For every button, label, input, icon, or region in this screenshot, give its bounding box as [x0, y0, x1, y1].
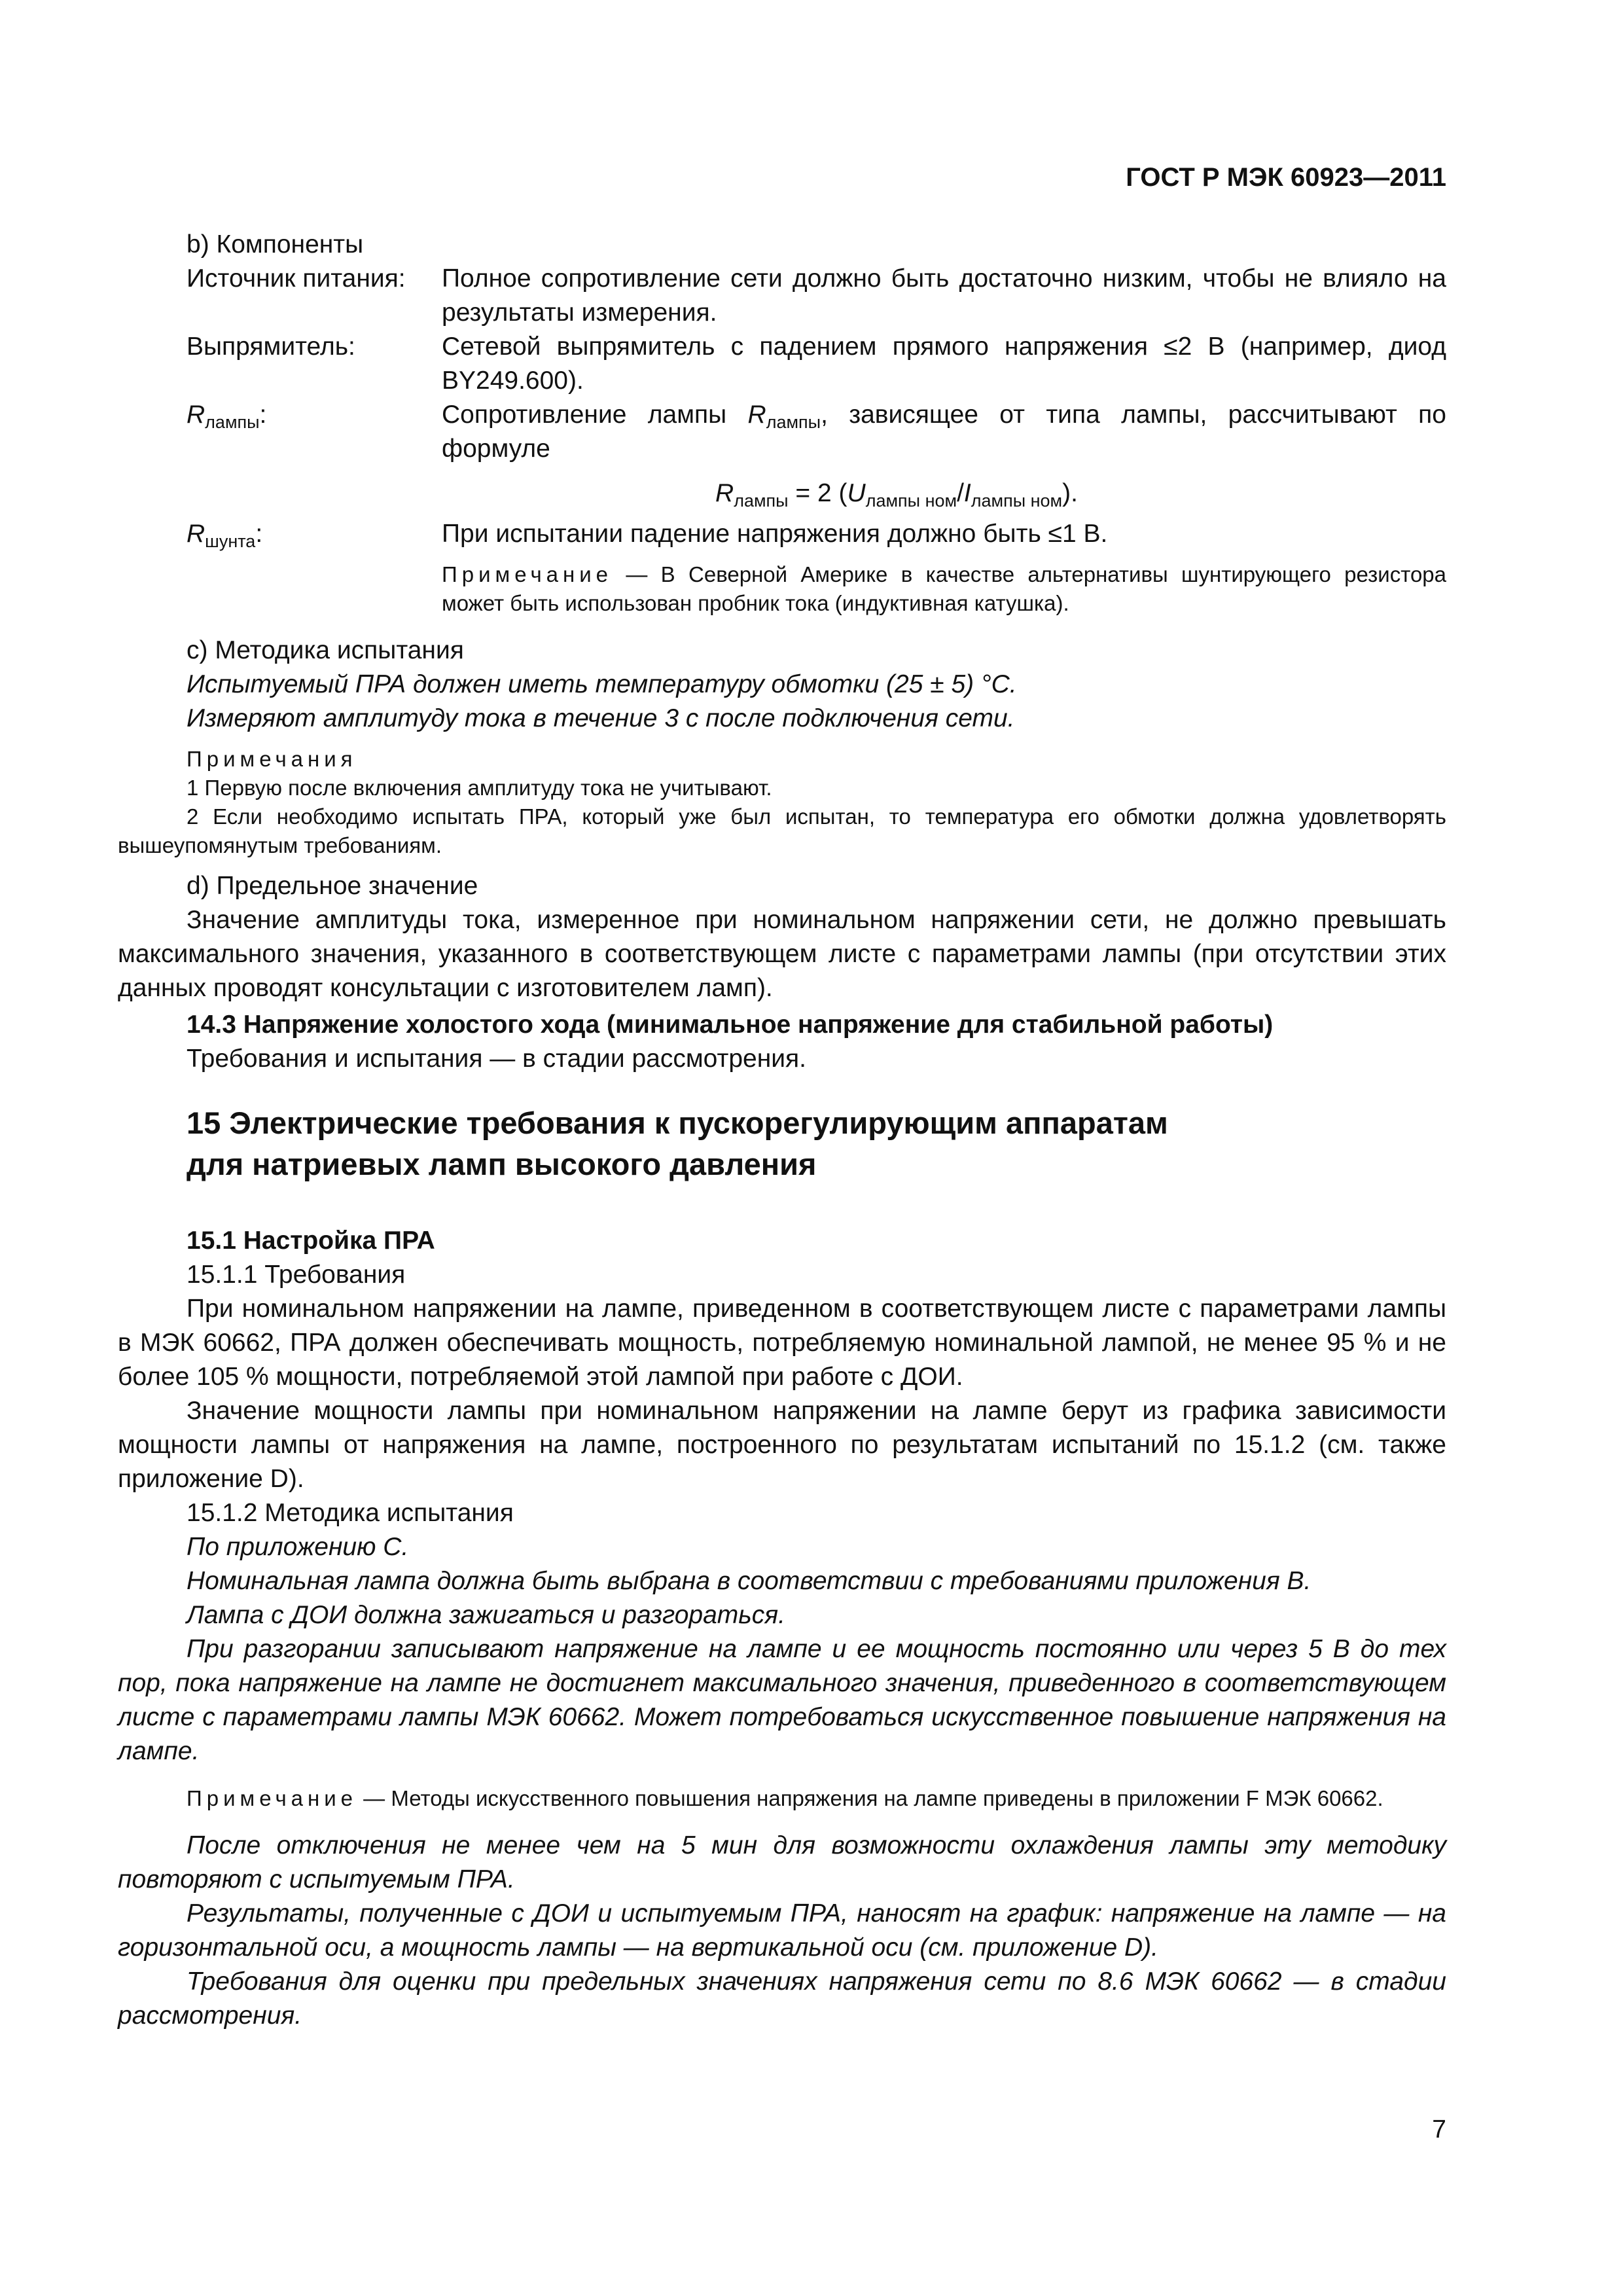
- shunt-label: $R_{шунта}$:: [187, 520, 263, 551]
- page-content: [118, 228, 1446, 2033]
- method-note-2: 2 Если необходимо испытать ПРА, который уже был испытан, то температура его обмотки должна удовлетворять вышеупомянутым требованиям.: [118, 804, 1446, 857]
- section-14-3-text: Требования и испытания — в стадии рассмотрения.: [187, 1045, 807, 1073]
- lamp-resistance-text: Сопротивление лампы $R_{лампы}$, зависящее от типа лампы, рассчитывают по формуле: [442, 401, 1446, 463]
- rectifier-text: Сетевой выпрямитель с падением прямого напряжения ≤2 В (например, диод BY249.600).: [442, 332, 1446, 395]
- section-15-1-1-title: 15.1.1 Требования: [187, 1261, 406, 1289]
- section-15-1-1-paragraph-1: При номинальном напряжении на лампе, приведенном в соответствующем листе с параметрами лампы в МЭК 60662, ПРА должен обеспечивать мощность, потребляемую номинальной лампой, не менее 95 % и не более 105 % мощности, потребляемой этой лампой при работе с ДОИ.: [118, 1295, 1446, 1391]
- lamp-resistance-formula: $R_{лампы} = 2$ $(U_{лампы ном}/I_{лампы ном})$.: [715, 479, 1078, 511]
- section-15-1-1-paragraph-2: Значение мощности лампы при номинальном напряжении на лампе берут из графика зависимости мощности лампы от напряжения на лампе, построенного по результатам испытаний по 15.1.2 (см. также приложение D).: [118, 1397, 1446, 1493]
- components-heading: b) Компоненты: [187, 230, 364, 259]
- section-15-1-2-paragraph-5: После отключения не менее чем на 5 мин для возможности охлаждения лампы эту методику повторяют с испытуемым ПРА.: [118, 1831, 1446, 1893]
- document-page: [118, 0, 1446, 2296]
- limit-text: Значение амплитуды тока, измеренное при номинальном напряжении сети, не должно превышать максимального значения, указанного в соответствующем листе с параметрами лампы (при отсутствии этих данных проводят консультации с изготовителем ламп).: [118, 906, 1446, 1002]
- method-notes-title: Примечания: [187, 747, 357, 771]
- page-number: 7: [1432, 2115, 1446, 2144]
- method-note-1: 1 Первую после включения амплитуду тока не учитывают.: [187, 776, 772, 800]
- section-15-1-2-line-1: По приложению С.: [187, 1533, 409, 1561]
- power-source-row: [118, 262, 1446, 330]
- section-14-3-title: 14.3 Напряжение холостого хода (минимальное напряжение для стабильной работы): [187, 1011, 1274, 1039]
- section-15-title: 15 Электрические требования к пускорегулирующим аппаратам для натриевых ламп высокого давления: [187, 1105, 1168, 1181]
- section-15-1-2-paragraph-7: Требования для оценки при предельных значениях напряжения сети по 8.6 МЭК 60662 — в стадии рассмотрения.: [118, 1967, 1446, 2030]
- power-source-label: Источник питания:: [187, 264, 406, 293]
- section-15-1-2-note: Примечание — Методы искусственного повышения напряжения на лампе приведены в приложении F МЭК 60662.: [187, 1786, 1383, 1810]
- method-line-2: Измеряют амплитуду тока в течение 3 с после подключения сети.: [187, 704, 1015, 732]
- section-15-1-title: 15.1 Настройка ПРА: [187, 1227, 435, 1255]
- rectifier-row: [118, 330, 1446, 398]
- rectifier-label: Выпрямитель:: [187, 332, 355, 361]
- lamp-resistance-label: $R_{лампы}$:: [187, 401, 267, 432]
- shunt-note-row: [118, 560, 1446, 618]
- lamp-resistance-row: [118, 398, 1446, 466]
- power-source-text: Полное сопротивление сети должно быть достаточно низким, чтобы не влияло на результаты измерения.: [442, 264, 1446, 327]
- section-15-1-2-title: 15.1.2 Методика испытания: [187, 1499, 514, 1527]
- shunt-row: [118, 517, 1446, 551]
- section-15-1-2-paragraph-6: Результаты, полученные с ДОИ и испытуемым ПРА, наносят на график: напряжение на лампе — на горизонтальной оси, а мощность лампы — на вертикальной оси (см. приложение D).: [118, 1899, 1446, 1962]
- method-line-1: Испытуемый ПРА должен иметь температуру обмотки (25 ± 5) °С.: [187, 670, 1017, 698]
- section-15-1-2-line-3: Лампа с ДОИ должна зажигаться и разгораться.: [187, 1601, 785, 1629]
- section-15-1-2-line-2: Номинальная лампа должна быть выбрана в соответствии с требованиями приложения В.: [187, 1567, 1311, 1595]
- shunt-text: При испытании падение напряжения должно быть ≤1 В.: [442, 520, 1108, 548]
- standard-code-header: ГОСТ Р МЭК 60923—2011: [1126, 163, 1446, 192]
- shunt-note: Примечание — В Северной Америке в качестве альтернативы шунтирующего резистора может быть использован пробник тока (индуктивная катушка).: [442, 562, 1446, 615]
- limit-heading: d) Предельное значение: [187, 872, 478, 900]
- method-heading: c) Методика испытания: [187, 636, 464, 664]
- section-15-1-2-paragraph-4: При разгорании записывают напряжение на лампе и ее мощность постоянно или через 5 В до тех пор, пока напряжение на лампе не достигнет максимального значения, приведенного в соответствующем листе с параметрами лампы МЭК 60662. Может потребоваться искусственное повышение напряжения на лампе.: [118, 1635, 1446, 1765]
